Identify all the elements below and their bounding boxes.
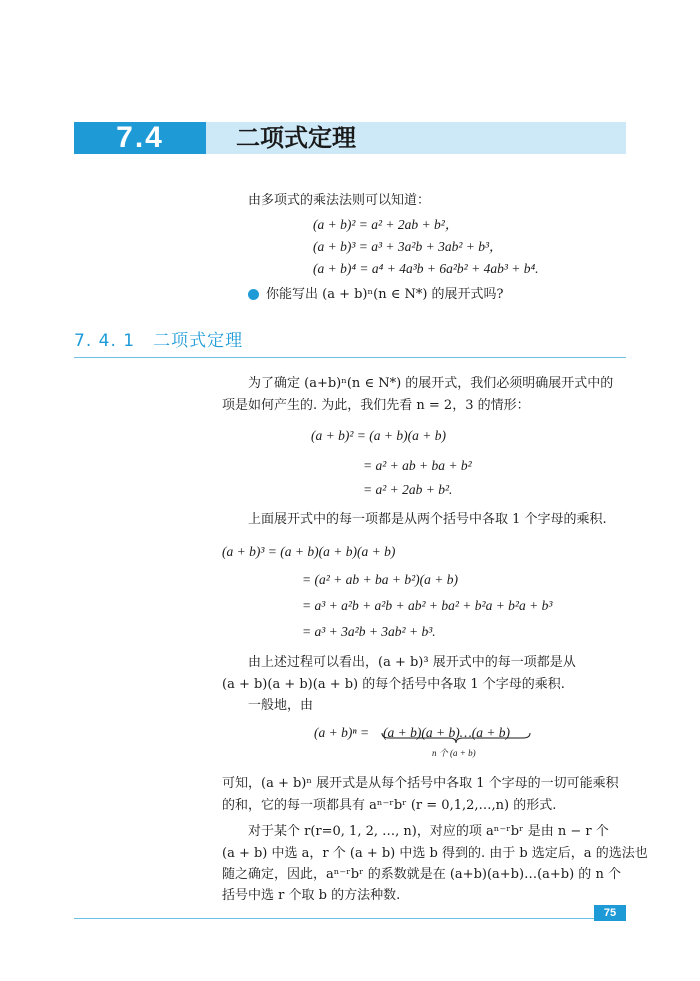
paragraph-6-line-2: (a + b) 中选 a，r 个 (a + b) 中选 b 得到的. 由于 b 选定后，a 的选法也 <box>222 846 648 861</box>
footer-divider <box>74 918 626 919</box>
paragraph-5-line-1: 可知，(a + b)ⁿ 展开式是从每个括号中各取 1 个字母的一切可能乘积 <box>222 776 619 791</box>
intro-equation-2: (a + b)³ = a³ + 3a²b + 3ab² + b³， <box>313 239 503 254</box>
paragraph-6-line-3: 随之确定，因此，aⁿ⁻ʳbʳ 的系数就是在 (a+b)(a+b)…(a+b) 的 n 个 <box>222 867 621 882</box>
square-expansion-line-2: = a² + ab + ba + b² <box>363 458 472 473</box>
general-expansion-right: (a + b)(a + b)…(a + b) <box>383 725 511 740</box>
general-expansion-left: (a + b)ⁿ = <box>314 725 370 740</box>
section-title: 二项式定理 <box>236 123 356 152</box>
paragraph-5-line-2: 的和，它的每一项都具有 aⁿ⁻ʳbʳ (r = 0,1,2,…,n) 的形式. <box>222 798 557 813</box>
paragraph-6-line-1: 对于某个 r(r=0, 1, 2, …, n)，对应的项 aⁿ⁻ʳbʳ 是由 n − r 个 <box>248 824 609 839</box>
square-expansion-line-3: = a² + 2ab + b². <box>363 482 453 497</box>
intro-equation-3: (a + b)⁴ = a⁴ + 4a³b + 6a²b² + 4ab³ + b⁴. <box>313 261 539 276</box>
underbrace-label: n 个 (a + b) <box>432 748 476 758</box>
question-text: 你能写出 (a + b)ⁿ(n ∈ N*) 的展开式吗? <box>266 287 504 302</box>
cube-expansion-line-1: (a + b)³ = (a + b)(a + b)(a + b) <box>222 544 396 559</box>
paragraph-6-line-4: 括号中选 r 个取 b 的方法种数. <box>222 888 401 903</box>
intro-text: 由多项式的乘法法则可以知道： <box>248 193 431 208</box>
intro-equation-1: (a + b)² = a² + 2ab + b²， <box>313 217 459 232</box>
question-bullet-icon <box>248 289 259 300</box>
subsection-divider <box>74 357 626 358</box>
paragraph-4: 一般地，由 <box>248 698 314 713</box>
underbrace-icon <box>381 732 531 744</box>
subsection-title: 7. 4. 1 二项式定理 <box>74 331 244 351</box>
paragraph-1-line-2: 项是如何产生的. 为此，我们先看 n = 2，3 的情形： <box>222 398 530 413</box>
paragraph-3-line-2: (a + b)(a + b)(a + b) 的每个括号中各取 1 个字母的乘积. <box>222 677 565 692</box>
section-number: 7.4 <box>74 122 206 154</box>
cube-expansion-line-2: = (a² + ab + ba + b²)(a + b) <box>302 572 459 587</box>
paragraph-3-line-1: 由上述过程可以看出，(a + b)³ 展开式中的每一项都是从 <box>248 655 576 670</box>
paragraph-2: 上面展开式中的每一项都是从两个括号中各取 1 个字母的乘积. <box>248 512 607 527</box>
cube-expansion-line-3: = a³ + a²b + a²b + ab² + ba² + b²a + b²a + b³ <box>302 598 553 613</box>
square-expansion-line-1: (a + b)² = (a + b)(a + b) <box>311 428 446 443</box>
paragraph-1-line-1: 为了确定 (a+b)ⁿ(n ∈ N*) 的展开式，我们必须明确展开式中的 <box>248 376 614 391</box>
page-number: 75 <box>594 905 626 921</box>
cube-expansion-line-4: = a³ + 3a²b + 3ab² + b³. <box>302 624 436 639</box>
